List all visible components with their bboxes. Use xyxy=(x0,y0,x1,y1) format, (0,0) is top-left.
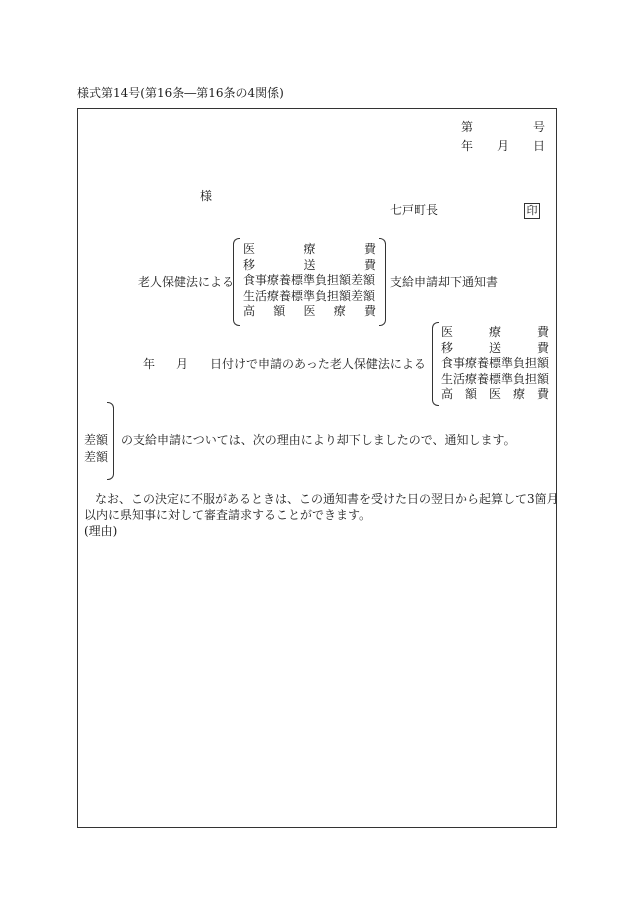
title-left-bracket xyxy=(233,238,240,326)
note-line-1: なお、この決定に不服があるときは、この通知書を受けた日の翌日から起算して3箇月 xyxy=(95,492,559,506)
body-option-item-text: 食事療養標準負担額 xyxy=(441,356,550,370)
title-option-item-text: 生活療養標準負担額差額 xyxy=(243,288,376,303)
body-option-item-text: 送 xyxy=(488,340,501,355)
number-line-part: 号 xyxy=(532,120,545,134)
body-option-item-text: 療 xyxy=(488,325,501,339)
number-line xyxy=(461,119,545,135)
number-line-part: 第 xyxy=(461,120,474,134)
body-option-item-text: 移 xyxy=(441,340,454,355)
sagaku-text: の支給申請については、次の理由により却下しましたので、通知します。 xyxy=(121,433,516,447)
title-option-item-text: 療 xyxy=(333,304,346,318)
date-line-part: 月 xyxy=(496,139,509,153)
note-line-2: 以内に県知事に対して審査請求することができます。 xyxy=(84,508,372,522)
body-option-item-text: 高 xyxy=(441,387,454,401)
body-text: 日付けで申請のあった老人保健法による xyxy=(210,357,426,371)
body-option-item-text: 額 xyxy=(464,387,477,401)
title-option-item-text: 医 xyxy=(243,242,256,256)
body-option-item-text: 費 xyxy=(536,325,549,339)
body-option-item xyxy=(441,371,549,387)
title-option-item xyxy=(243,257,376,273)
body-year: 年 xyxy=(143,357,156,371)
body-option-item-text: 療 xyxy=(512,387,525,401)
sagaku-bracket xyxy=(107,402,114,480)
body-option-item xyxy=(441,340,549,356)
title-prefix: 老人保健法による xyxy=(138,275,235,289)
title-option-item xyxy=(243,303,376,319)
title-option-item-text: 送 xyxy=(303,257,316,272)
title-option-item-text: 療 xyxy=(303,242,316,256)
body-option-item-text: 医 xyxy=(488,387,501,401)
body-left-bracket xyxy=(432,322,439,406)
reason-label: (理由) xyxy=(84,524,118,538)
form-frame xyxy=(77,108,557,828)
title-option-item xyxy=(243,272,376,288)
title-option-item xyxy=(243,288,376,304)
title-option-item-text: 医 xyxy=(303,304,316,318)
body-option-item xyxy=(441,386,549,402)
title-option-item xyxy=(243,241,376,257)
seal-mark: 印 xyxy=(524,203,540,219)
date-line-part: 年 xyxy=(461,139,474,153)
date-line xyxy=(461,138,545,154)
title-option-item-text: 費 xyxy=(363,304,376,318)
body-option-item-text: 費 xyxy=(536,387,549,401)
sender-name: 七戸町長 xyxy=(390,203,439,217)
title-option-item-text: 食事療養標準負担額差額 xyxy=(243,273,376,287)
title-option-item-text: 費 xyxy=(363,257,376,272)
body-option-item-text: 医 xyxy=(441,325,454,339)
body-option-item xyxy=(441,324,549,340)
title-option-item-text: 額 xyxy=(273,304,286,318)
body-option-item xyxy=(441,355,549,371)
addressee-suffix: 様 xyxy=(200,189,213,203)
title-suffix: 支給申請却下通知書 xyxy=(390,275,499,289)
body-option-item-text: 生活療養標準負担額 xyxy=(441,371,550,386)
body-option-item-text: 費 xyxy=(536,340,549,355)
title-option-item-text: 高 xyxy=(243,304,256,318)
title-right-bracket xyxy=(379,238,386,326)
sagaku-item-1: 差額 xyxy=(84,433,109,447)
date-line-part: 日 xyxy=(532,139,545,153)
form-title: 様式第14号(第16条―第16条の4関係) xyxy=(77,86,284,100)
body-month: 月 xyxy=(176,357,189,371)
title-option-item-text: 費 xyxy=(363,242,376,256)
title-option-item-text: 移 xyxy=(243,257,256,272)
sagaku-item-2: 差額 xyxy=(84,450,109,464)
